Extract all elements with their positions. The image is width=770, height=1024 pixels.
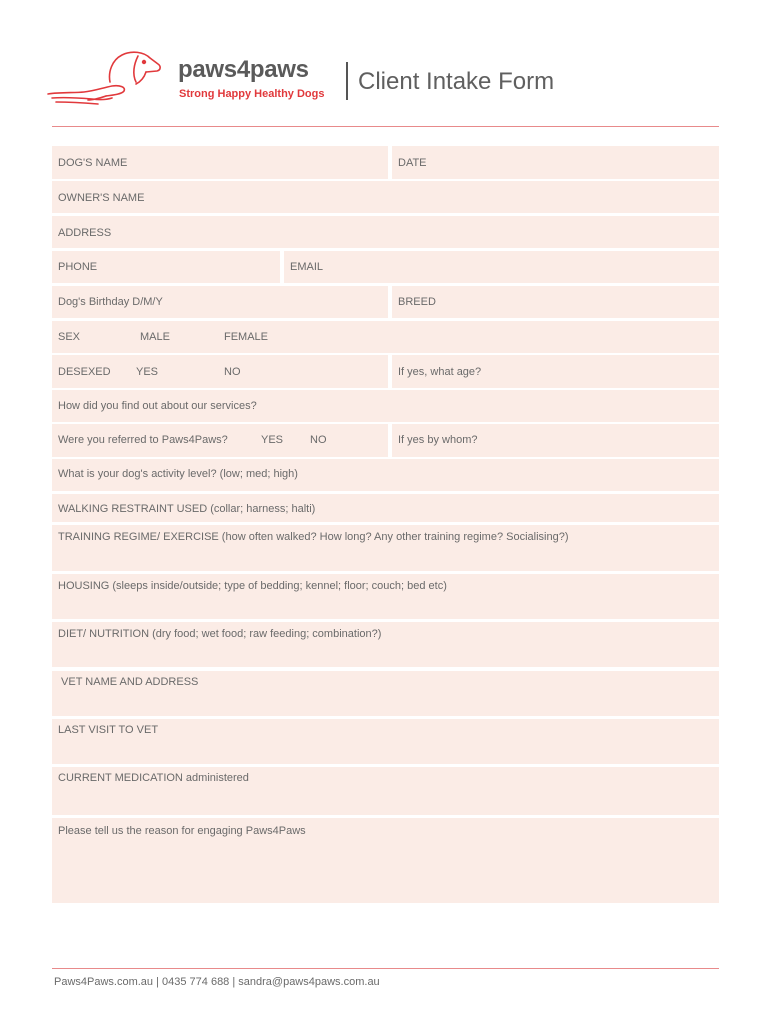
restraint-field[interactable] (52, 494, 719, 522)
medication-field[interactable] (52, 767, 719, 815)
birthday-field[interactable] (52, 286, 388, 318)
last-visit-label: LAST VISIT TO VET (58, 724, 159, 736)
diet-field[interactable] (52, 622, 719, 667)
housing-label: HOUSING (sleeps inside/outside; type of bedding; kennel; floor; couch; bed etc) (58, 580, 447, 592)
row-address (52, 216, 719, 248)
referred-no-option[interactable]: NO (310, 434, 327, 446)
desexed-age-field[interactable] (392, 355, 719, 388)
row-diet (52, 622, 719, 667)
email-field[interactable] (284, 251, 719, 283)
activity-label: What is your dog's activity level? (low; med; high) (58, 468, 298, 480)
reason-label: Please tell us the reason for engaging Paws4Paws (58, 825, 306, 837)
row-owner (52, 181, 719, 213)
referred-yes-option[interactable]: YES (261, 434, 284, 446)
row-last-visit (52, 719, 719, 764)
phone-label: PHONE (58, 261, 98, 273)
address-label: ADDRESS (58, 227, 112, 239)
brand-name: paws4paws (178, 56, 309, 83)
row-referred (52, 424, 719, 457)
vet-label: VET NAME AND ADDRESS (58, 676, 199, 688)
row-reason (52, 818, 719, 903)
header-separator (346, 62, 348, 100)
desexed-field[interactable] (52, 355, 388, 388)
row-birthday-breed (52, 286, 719, 318)
date-field[interactable] (392, 146, 719, 179)
desexed-no-option[interactable]: NO (224, 366, 241, 378)
address-field[interactable] (52, 216, 719, 248)
brand-tagline: Strong Happy Healthy Dogs (179, 88, 325, 100)
bottom-rule (52, 968, 719, 969)
referred-whom-label: If yes by whom? (398, 434, 478, 446)
sex-male-option[interactable]: MALE (140, 331, 170, 343)
dogs-name-field[interactable] (52, 146, 388, 179)
referred-label: Were you referred to Paws4Paws? (58, 434, 228, 446)
row-restraint (52, 494, 719, 522)
training-label: TRAINING REGIME/ EXERCISE (how often walked? How long? Any other training regime? Socialising?) (58, 531, 569, 543)
housing-field[interactable] (52, 574, 719, 619)
medication-label: CURRENT MEDICATION administered (58, 772, 249, 784)
row-desexed (52, 355, 719, 388)
row-sex (52, 321, 719, 353)
referred-field[interactable] (52, 424, 388, 457)
row-housing (52, 574, 719, 619)
row-vet (52, 671, 719, 716)
found-out-label: How did you find out about our services? (58, 400, 257, 412)
email-label: EMAIL (290, 261, 324, 273)
restraint-label: WALKING RESTRAINT USED (collar; harness; halti) (58, 503, 316, 515)
owners-name-label: OWNER'S NAME (58, 192, 145, 204)
phone-field[interactable] (52, 251, 280, 283)
referred-whom-field[interactable] (392, 424, 719, 457)
found-out-field[interactable] (52, 390, 719, 422)
desexed-age-label: If yes, what age? (398, 366, 482, 378)
date-label: DATE (398, 157, 427, 169)
row-phone-email (52, 251, 719, 283)
sex-field[interactable] (52, 321, 719, 353)
page-title: Client Intake Form (358, 68, 555, 95)
activity-field[interactable] (52, 459, 719, 491)
row-training (52, 525, 719, 571)
dogs-name-label: DOG'S NAME (58, 157, 128, 169)
top-rule (52, 126, 719, 127)
last-visit-field[interactable] (52, 719, 719, 764)
row-found-out (52, 390, 719, 422)
sex-label: SEX (58, 331, 81, 343)
birthday-label: Dog's Birthday D/M/Y (58, 296, 163, 308)
desexed-yes-option[interactable]: YES (136, 366, 159, 378)
sex-female-option[interactable]: FEMALE (224, 331, 269, 343)
owners-name-field[interactable] (52, 181, 719, 213)
reason-field[interactable] (52, 818, 719, 903)
breed-field[interactable] (392, 286, 719, 318)
vet-field[interactable] (52, 671, 719, 716)
row-dog-name-date (52, 146, 719, 179)
row-activity (52, 459, 719, 491)
training-field[interactable] (52, 525, 719, 571)
desexed-label: DESEXED (58, 366, 111, 378)
row-medication (52, 767, 719, 815)
breed-label: BREED (398, 296, 436, 308)
footer-contact: Paws4Paws.com.au | 0435 774 688 | sandra@paws4paws.com.au (54, 976, 380, 988)
diet-label: DIET/ NUTRITION (dry food; wet food; raw feeding; combination?) (58, 628, 382, 640)
